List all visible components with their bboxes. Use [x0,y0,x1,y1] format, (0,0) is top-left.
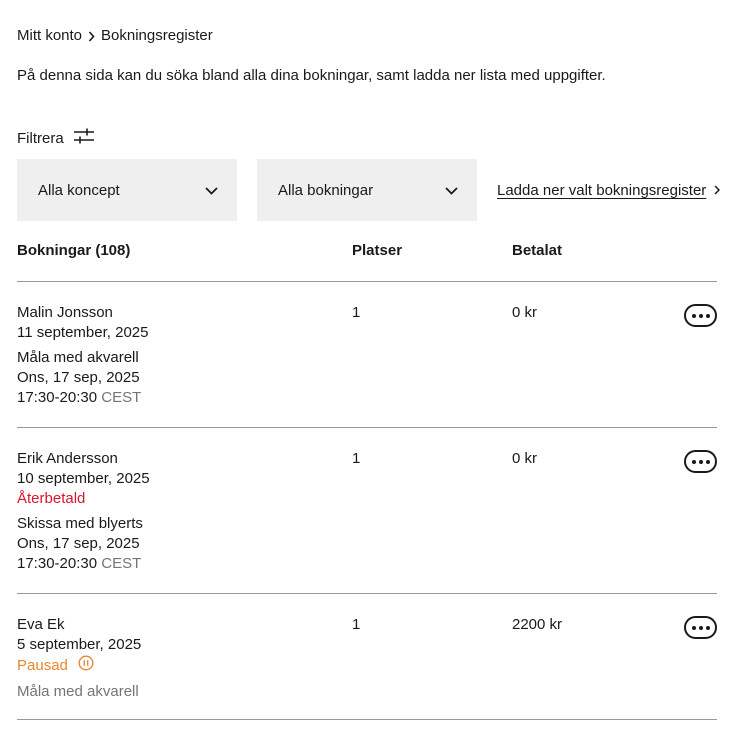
bookings-select[interactable] [257,159,477,221]
filter-toggle-button[interactable] [17,128,94,150]
chevron-right-icon [714,181,720,201]
event-name: Måla med akvarell [17,683,139,700]
customer-name: Erik Andersson [17,450,118,467]
booking-info [17,615,141,702]
booking-date: 10 september, 2025 [17,470,150,487]
breadcrumb-link-account[interactable]: Mitt konto [17,27,83,44]
seats-value: 1 [352,450,361,467]
column-header-seats: Platser [352,242,403,259]
column-header-paid: Betalat [512,242,563,259]
booking-info [17,449,150,574]
concept-select-value: Alla koncept [38,181,120,199]
divider [17,593,717,594]
row-actions-button[interactable] [684,450,717,473]
status-badge-paused [17,655,94,677]
event-name: Skissa med blyerts [17,515,143,532]
paid-value: 0 kr [512,304,538,321]
booking-date: 5 september, 2025 [17,636,142,653]
more-dots-icon [692,314,710,318]
chevron-down-icon [445,182,458,199]
column-header-bookings: Bokningar (108) [17,242,131,259]
pause-circle-icon [78,655,94,677]
status-badge-refunded: Återbetald [17,490,86,507]
status-paused-label: Pausad [17,657,68,674]
booking-date: 11 september, 2025 [17,324,149,341]
event-time [17,388,148,408]
divider [17,427,717,428]
chevron-right-icon [88,31,95,42]
breadcrumb-current: Bokningsregister [101,27,213,44]
event-date: Ons, 17 sep, 2025 [17,535,140,552]
customer-name: Eva Ek [17,616,65,633]
event-timezone: CEST [101,555,142,572]
paid-value: 0 kr [512,450,538,467]
bookings-select-value: Alla bokningar [278,181,374,199]
row-actions-button[interactable] [684,304,717,327]
row-actions-button[interactable] [684,616,717,639]
divider [17,719,717,720]
seats-value: 1 [352,304,361,321]
filter-label: Filtrera [17,130,64,147]
more-dots-icon [692,460,710,464]
page-description: På denna sida kan du söka bland alla dina bokningar, samt ladda ner lista med uppgifter. [17,67,606,84]
event-timezone: CEST [101,389,142,406]
event-time-range: 17:30-20:30 [17,389,98,406]
seats-value: 1 [352,616,361,633]
more-dots-icon [692,626,710,630]
sliders-icon [74,128,94,150]
booking-info [17,303,148,408]
download-register-link[interactable] [497,181,720,201]
concept-select[interactable] [17,159,237,221]
download-register-label: Ladda ner valt bokningsregister [497,182,707,199]
breadcrumb [17,26,213,46]
event-time-range: 17:30-20:30 [17,555,98,572]
chevron-down-icon [205,182,218,199]
paid-value: 2200 kr [512,616,563,633]
event-name: Måla med akvarell [17,349,139,366]
event-time [17,554,150,574]
divider [17,281,717,282]
event-date: Ons, 17 sep, 2025 [17,369,140,386]
customer-name: Malin Jonsson [17,304,113,321]
